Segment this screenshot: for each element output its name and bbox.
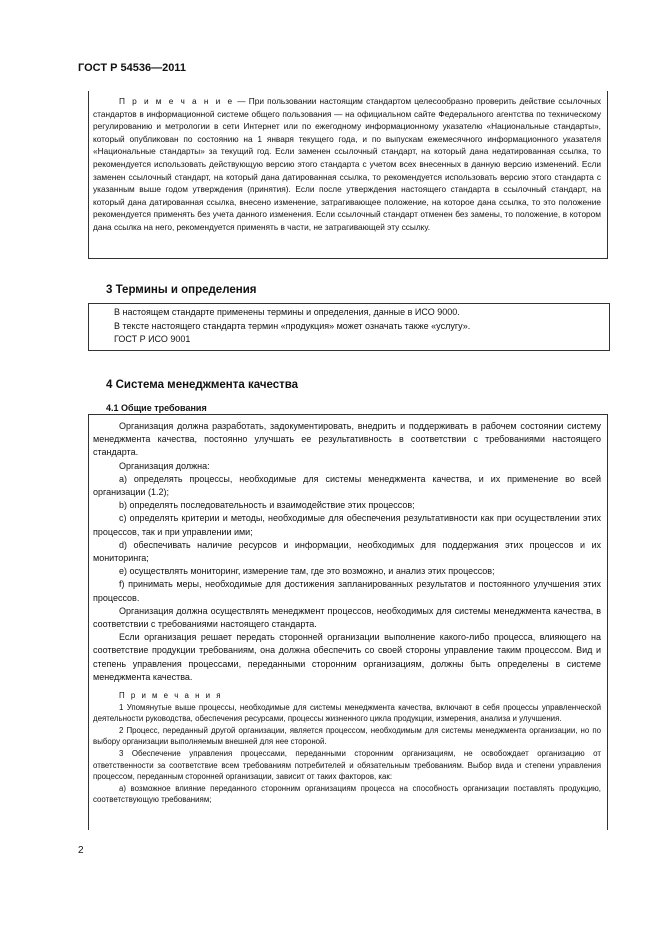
- item-f: f) принимать меры, необходимые для достижения запланированных результатов и постоянного улучшения этих процессов.: [93, 579, 601, 603]
- para-1: Организация должна разработать, задокументировать, внедрить и поддерживать в рабочем состоянии систему менеджмента качества, постоянно улучшать ее результативность в соответствии с требованиями настоящего стандарта.: [93, 421, 601, 458]
- section-3-title: 3 Термины и определения: [106, 284, 257, 296]
- section-3-line-1: В настоящем стандарте применены термины и определения, данные в ИСО 9000.: [114, 307, 460, 317]
- note-1: 1 Упомянутые выше процессы, необходимые для системы менеджмента качества, включают в себя процессы управленческой деятельности руководства, обеспечения ресурсами, процессы жизненного цикла продукции, измерения, анализа и улучшения.: [93, 702, 601, 724]
- para-4: Если организация решает передать сторонней организации выполнение какого-либо процесса, влияющего на соответствие продукции требованиям, она должна обеспечить со своей стороны управление таким процессом. Вид и степень управления процессами, переданными сторонним организациям, должны быть определены в системе менеджмента качества.: [93, 632, 601, 682]
- note-text: — При пользовании настоящим стандартом целесообразно проверить действие ссылочных стандартов в информационной системе общего пользования — на официальном сайте Федерального агентства по техническому регулированию и метрологии в сети Интернет или по ежегодному информационному указателю «Национальные стандарты», который опубликован по состоянию на 1 января текущего года, и по выпускам ежемесячного информационного указателя «Национальные стандарты» за текущий год. Если заменен ссылочный стандарт, на который дана недатированная ссылка, то рекомендуется использовать действующую версию этого стандарта с учетом всех внесенных в данную версию изменений. Если заменен ссылочный стандарт, на который дана датированная ссылка, то рекомендуется использовать версию этого стандарта с указанным выше годом утверждения (принятия). Если после утверждения настоящего стандарта в ссылочный стандарт, на который дана датированная ссылка, внесено изменение, затрагивающее положение, на которое дана ссылка, то это положение рекомендуется применять без учета данного изменения. Если ссылочный стандарт отменен без замены, то положение, в котором дана ссылка на него, рекомендуется применять в части, не затрагивающей эту ссылку.: [93, 96, 601, 232]
- section-4-1-title: 4.1 Общие требования: [106, 403, 207, 413]
- notes-label: П р и м е ч а н и я: [119, 691, 223, 701]
- para-3: Организация должна осуществлять менеджмент процессов, необходимых для системы менеджмента качества, в соответствии с требованиями настоящего стандарта.: [93, 605, 601, 630]
- para-2: Организация должна:: [119, 460, 210, 471]
- note-label: П р и м е ч а н и е: [119, 96, 235, 106]
- item-c: c) определять критерии и методы, необходимые для обеспечения результативности как при осуществлении этих процессов, так и при управлении ими;: [93, 513, 601, 537]
- item-e: e) осуществлять мониторинг, измерение там, где это возможно, и анализ этих процессов;: [119, 566, 495, 577]
- note-3: 3 Обеспечение управления процессами, переданными сторонним организациям, не освобождает организацию от ответственности за соответствие всем требованиям потребителей и обязательным требованиям. Выбор вида и степени управления процессом, переданным сторонней организации, зависит от таких факторов, как:: [93, 749, 601, 782]
- note-paragraph: [93, 95, 601, 234]
- item-a: a) определять процессы, необходимые для системы менеджмента качества, и их применение во всей организации (1.2);: [93, 473, 601, 498]
- page-number: 2: [78, 845, 84, 856]
- document-header: ГОСТ Р 54536—2011: [78, 62, 186, 74]
- section-4-title: 4 Система менеджмента качества: [106, 379, 299, 391]
- item-b: b) определять последовательность и взаимодействие этих процессов;: [119, 500, 415, 511]
- section-3-line-2: В тексте настоящего стандарта термин «продукция» может означать также «услугу».: [114, 321, 471, 331]
- section-4-box: [88, 414, 608, 830]
- section-3-line-3: ГОСТ Р ИСО 9001: [114, 334, 191, 344]
- note-2: 2 Процесс, переданный другой организации, является процессом, необходимым для системы менеджмента организации, но по выбору организации выполняемым внешней для нее стороной.: [93, 725, 601, 747]
- note-box: [88, 91, 608, 259]
- item-d: d) обеспечивать наличие ресурсов и информации, необходимых для поддержания этих процессов и их мониторинга;: [93, 539, 601, 564]
- note-3-item-a: a) возможное влияние переданного сторонним организациям процесса на способность организации поставлять продукцию, соответствующую требованиям;: [93, 783, 601, 805]
